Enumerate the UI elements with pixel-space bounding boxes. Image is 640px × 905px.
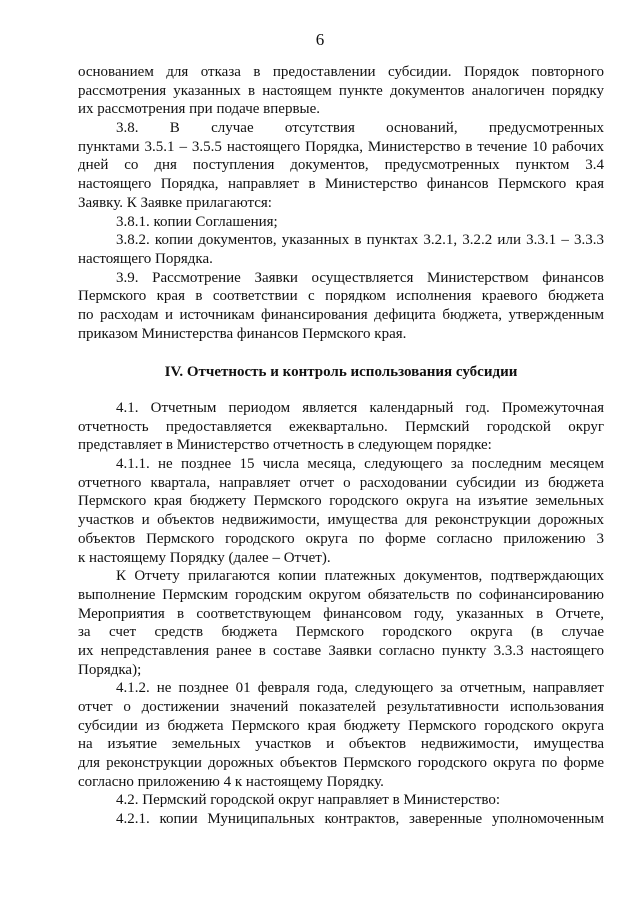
paragraph-4-2: 4.2. Пермский городской округ направляет в Министерство: <box>116 792 501 809</box>
paragraph-3-9-start: 3.9. Рассмотрение Заявки осуществляется Министерством финансов <box>116 269 604 286</box>
paragraph-4-2-1-start: 4.2.1. копии Муниципальных контрактов, заверенные уполномоченным <box>116 811 604 828</box>
section-heading: IV. Отчетность и контроль использования субсидии <box>164 364 518 381</box>
text-line: выполнение Пермским городским округом обязательств по софинансированию <box>78 586 604 603</box>
text-line: дней со дня поступления документов, предусмотренных пунктом 3.4 <box>78 157 604 174</box>
text-line: для реконструкции дорожных объектов Пермского городского округа по форме <box>78 755 604 772</box>
paragraph-3-8-start: 3.8. В случае отсутствия оснований, предусмотренных <box>116 120 604 137</box>
paragraph-3-8-1: 3.8.1. копии Соглашения; <box>116 213 278 230</box>
text-line: к настоящему Порядку (далее – Отчет). <box>78 549 331 566</box>
text-line: Порядка); <box>78 661 142 678</box>
text-line: рассмотрения указанных в настоящем пункте документов аналогичен порядку <box>78 82 604 99</box>
text-line: настоящего Порядка. <box>78 250 213 267</box>
text-line: пунктами 3.5.1 – 3.5.5 настоящего Порядка, Министерство в течение 10 рабочих <box>78 138 604 155</box>
text-line: Пермского края бюджету Пермского городского округа на изъятие земельных <box>78 493 604 510</box>
text-line: объектов Пермского городского округа по форме согласно приложению 3 <box>78 530 604 547</box>
paragraph-4-1-2-start: 4.1.2. не позднее 01 февраля года, следующего за отчетным, направляет <box>116 680 604 697</box>
text-line: отчет о достижении значений показателей результативности использования <box>78 699 604 715</box>
text-line: на изъятие земельных участков и объектов недвижимости, имущества <box>78 736 604 753</box>
text-line: настоящего Порядка, направляет в Министерство финансов Пермского края <box>78 176 604 193</box>
text-line: приказом Министерства финансов Пермского края. <box>78 325 407 342</box>
text-line: отчетность предоставляется ежеквартально. Пермский городской округ <box>78 418 604 435</box>
text-line: их непредставления ранее в составе Заявки согласно пункту 3.3.3 настоящего <box>78 642 604 659</box>
text-line: за счет средств бюджета Пермского городского округа (в случае <box>78 624 604 641</box>
text-line: основанием для отказа в предоставлении субсидии. Порядок повторного <box>78 64 604 80</box>
text-line: согласно приложению 4 к настоящему Порядку. <box>78 773 384 790</box>
document-body <box>78 63 604 829</box>
page-number: 6 <box>315 30 325 49</box>
text-line: по расходам и источникам финансирования дефицита бюджета, утвержденным <box>78 306 604 323</box>
paragraph-4-1-1-start: 4.1.1. не позднее 15 числа месяца, следующего за последним месяцем <box>116 456 604 473</box>
paragraph-3-8-2-start: 3.8.2. копии документов, указанных в пунктах 3.2.1, 3.2.2 или 3.3.1 – 3.3.3 <box>116 232 604 249</box>
text-line: представляет в Министерство отчетность в следующем порядке: <box>78 437 492 454</box>
text-line: Мероприятия в соответствующем финансовом году, указанных в Отчете, <box>78 605 604 622</box>
text-line: Пермского края в соответствии с порядком исполнения краевого бюджета <box>78 288 604 305</box>
text-line: Заявку. К Заявке прилагаются: <box>78 194 272 211</box>
text-line: субсидии из бюджета Пермского края бюджету Пермского городского округа <box>78 717 604 734</box>
paragraph-attachments-start: К Отчету прилагаются копии платежных документов, подтверждающих <box>116 568 604 585</box>
text-line: их рассмотрения при подаче впервые. <box>78 101 321 118</box>
text-line: отчетного квартала, направляет отчет о расходовании субсидии из бюджета <box>78 474 604 491</box>
text-line: участков и объектов недвижимости, имущества для реконструкции дорожных <box>78 512 604 529</box>
paragraph-4-1-start: 4.1. Отчетным периодом является календарный год. Промежуточная <box>116 400 604 416</box>
